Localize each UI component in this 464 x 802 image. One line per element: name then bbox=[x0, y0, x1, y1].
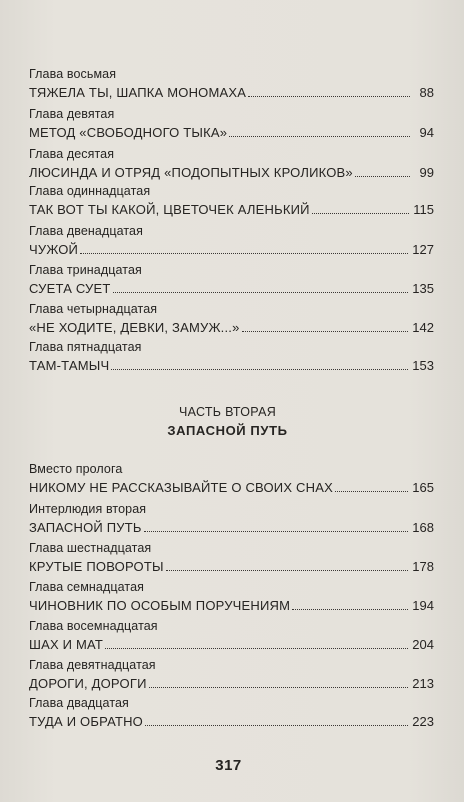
page-number: 127 bbox=[412, 242, 434, 257]
chapter-title-line bbox=[29, 636, 434, 653]
toc-entry[interactable] bbox=[29, 224, 434, 264]
page-number: 223 bbox=[412, 714, 434, 729]
chapter-title: ЗАПАСНОЙ ПУТЬ bbox=[29, 520, 142, 535]
chapter-title-line bbox=[29, 713, 434, 730]
page-number: 194 bbox=[412, 598, 434, 613]
dot-leader bbox=[292, 608, 408, 610]
page-number: 213 bbox=[412, 676, 434, 691]
page-number: 88 bbox=[419, 85, 434, 100]
page-number: 178 bbox=[412, 559, 434, 574]
toc-entry[interactable] bbox=[29, 107, 434, 147]
toc-entry[interactable] bbox=[29, 619, 434, 659]
page-number: 115 bbox=[413, 202, 434, 217]
chapter-title: ТЯЖЕЛА ТЫ, ШАПКА МОНОМАХА bbox=[29, 85, 247, 100]
dot-leader bbox=[312, 212, 410, 214]
chapter-label: Глава девятая bbox=[29, 107, 115, 121]
toc-entry[interactable] bbox=[29, 696, 434, 736]
page-number: 204 bbox=[412, 637, 434, 652]
dot-leader bbox=[113, 291, 409, 293]
chapter-title-line bbox=[29, 597, 434, 614]
chapter-label: Интерлюдия вторая bbox=[29, 502, 147, 516]
dot-leader bbox=[166, 569, 409, 571]
chapter-label: Глава двадцатая bbox=[29, 696, 129, 710]
toc-entry[interactable] bbox=[29, 184, 434, 224]
toc-entry[interactable] bbox=[29, 147, 434, 187]
chapter-title: ЧИНОВНИК ПО ОСОБЫМ ПОРУЧЕНИЯМ bbox=[29, 598, 291, 613]
dot-leader bbox=[248, 95, 410, 97]
toc-entry[interactable] bbox=[29, 302, 434, 342]
dot-leader bbox=[242, 330, 409, 332]
toc-entry[interactable] bbox=[29, 580, 434, 620]
chapter-title: МЕТОД «СВОБОДНОГО ТЫКА» bbox=[29, 125, 228, 140]
chapter-title: «НЕ ХОДИТЕ, ДЕВКИ, ЗАМУЖ...» bbox=[29, 320, 240, 335]
chapter-title: СУЕТА СУЕТ bbox=[29, 281, 111, 296]
chapter-title-line bbox=[29, 124, 434, 141]
chapter-label: Глава шестнадцатая bbox=[29, 541, 152, 555]
toc-entry[interactable] bbox=[29, 67, 434, 107]
chapter-title-line bbox=[29, 280, 434, 297]
dot-leader bbox=[335, 490, 408, 492]
chapter-label: Глава тринадцатая bbox=[29, 263, 142, 277]
chapter-title-line bbox=[29, 558, 434, 575]
chapter-title: ШАХ И МАТ bbox=[29, 637, 104, 652]
chapter-title-line bbox=[29, 479, 434, 496]
chapter-title-line bbox=[29, 164, 434, 181]
chapter-title: ТУДА И ОБРАТНО bbox=[29, 714, 143, 729]
chapter-title-line bbox=[29, 519, 434, 536]
chapter-title: ЧУЖОЙ bbox=[29, 242, 79, 257]
toc-entry[interactable] bbox=[29, 658, 434, 698]
chapter-label: Глава четырнадцатая bbox=[29, 302, 158, 316]
dot-leader bbox=[111, 368, 408, 370]
chapter-label: Глава восьмая bbox=[29, 67, 117, 81]
page-number: 142 bbox=[412, 320, 434, 335]
toc-entry[interactable] bbox=[29, 462, 434, 502]
chapter-title-line bbox=[29, 84, 434, 101]
chapter-title-line bbox=[29, 675, 434, 692]
page-number: 99 bbox=[419, 165, 434, 180]
dot-leader bbox=[355, 175, 410, 177]
chapter-title-line bbox=[29, 201, 434, 218]
chapter-title-line bbox=[29, 357, 434, 374]
dot-leader bbox=[105, 647, 408, 649]
chapter-title: КРУТЫЕ ПОВОРОТЫ bbox=[29, 559, 164, 574]
chapter-title: ЛЮСИНДА И ОТРЯД «ПОДОПЫТНЫХ КРОЛИКОВ» bbox=[29, 165, 353, 180]
chapter-label: Глава двенадцатая bbox=[29, 224, 143, 238]
chapter-title: ТАК ВОТ ТЫ КАКОЙ, ЦВЕТОЧЕК АЛЕНЬКИЙ bbox=[29, 202, 310, 217]
page-number: 135 bbox=[412, 281, 434, 296]
chapter-label: Глава семнадцатая bbox=[29, 580, 145, 594]
chapter-title-line bbox=[29, 241, 434, 258]
chapter-title: НИКОМУ НЕ РАССКАЗЫВАЙТЕ О СВОИХ СНАХ bbox=[29, 480, 333, 495]
page-number: 165 bbox=[412, 480, 434, 495]
part-header bbox=[29, 404, 434, 440]
dot-leader bbox=[145, 724, 408, 726]
part-label: ЧАСТЬ ВТОРАЯ bbox=[178, 405, 277, 419]
dot-leader bbox=[229, 135, 410, 137]
page-number: 153 bbox=[412, 358, 434, 373]
chapter-title: ДОРОГИ, ДОРОГИ bbox=[29, 676, 147, 691]
chapter-label: Глава пятнадцатая bbox=[29, 340, 142, 354]
chapter-title-line bbox=[29, 319, 434, 336]
dot-leader bbox=[144, 530, 409, 532]
dot-leader bbox=[80, 252, 408, 254]
chapter-label: Глава девятнадцатая bbox=[29, 658, 156, 672]
toc-entry[interactable] bbox=[29, 340, 434, 380]
toc-entry[interactable] bbox=[29, 502, 434, 542]
chapter-title: ТАМ-ТАМЫЧ bbox=[29, 358, 110, 373]
toc-entry[interactable] bbox=[29, 541, 434, 581]
chapter-label: Глава десятая bbox=[29, 147, 115, 161]
chapter-label: Глава восемнадцатая bbox=[29, 619, 158, 633]
page-number: 94 bbox=[419, 125, 434, 140]
toc-entry[interactable] bbox=[29, 263, 434, 303]
page-folio: 317 bbox=[215, 757, 242, 774]
chapter-label: Глава одиннадцатая bbox=[29, 184, 151, 198]
part-title: ЗАПАСНОЙ ПУТЬ bbox=[167, 423, 288, 438]
chapter-label: Вместо пролога bbox=[29, 462, 123, 476]
page-number: 168 bbox=[412, 520, 434, 535]
dot-leader bbox=[149, 686, 409, 688]
